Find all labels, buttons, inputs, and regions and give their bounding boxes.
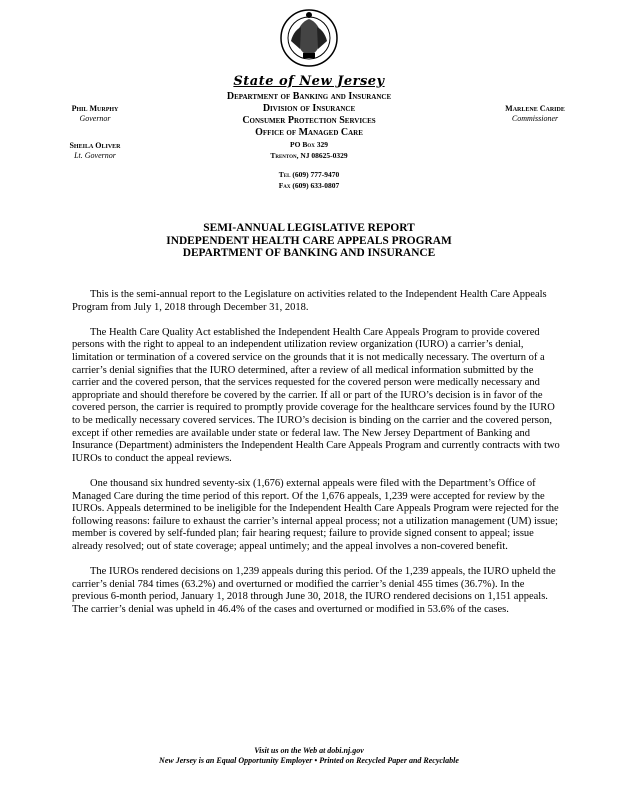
report-title-line3: DEPARTMENT OF BANKING AND INSURANCE — [182, 247, 436, 259]
state-title: State of New Jersey — [233, 74, 385, 89]
po-box: PO Box 329 — [290, 140, 328, 149]
services-name: Consumer Protection Services — [242, 115, 376, 126]
telephone: Tel (609) 777-9470 — [278, 170, 340, 179]
governor-name: Phil Murphy — [71, 104, 119, 113]
fax: Fax (609) 633-0807 — [278, 181, 340, 190]
footer — [0, 746, 618, 766]
footer-notice: New Jersey is an Equal Opportunity Employer • Printed on Recycled Paper and Recyclable — [159, 756, 459, 765]
right-officials — [470, 104, 600, 124]
division-name: Division of Insurance — [262, 103, 356, 114]
state-seal-icon — [279, 5, 339, 71]
footer-web: Visit us on the Web at dobi.nj.gov — [254, 746, 364, 755]
paragraph-program: The Health Care Quality Act established the Independent Health Care Appeals Program to provide covered persons with the right to appeal to an independent utilization review organization (IURO) a carrier’s denial, limitation or termination of a covered service on the grounds that it is not medically necessary. The overturn of a carrier’s denial signifies that the IURO determined, after a review of all medical information submitted by the carrier and the covered person, that the services requested for the covered person were medically necessary and appropriate and should therefore be covered by the carrier. If all or part of the IURO’s decision is in favor of the covered person, the carrier is required to promptly provide coverage for the healthcare services found by the IURO to be medically necessary covered services. The IURO’s decision is binding on the carrier and the covered person, except if other remedies are available under state or federal law. The New Jersey Department of Banking and Insurance (Department) administers the Independent Health Care Appeals Program and currently contracts with two IUROs to conduct the appeal reviews. — [72, 326, 560, 464]
lt-governor-name: Sheila Oliver — [69, 141, 121, 150]
department-name: Department of Banking and Insurance — [226, 91, 392, 102]
report-title-line2: INDEPENDENT HEALTH CARE APPEALS PROGRAM — [166, 234, 452, 247]
city-line: Trenton, NJ 08625-0329 — [270, 151, 348, 160]
report-title — [0, 222, 618, 260]
paragraph-decisions: The IUROs rendered decisions on 1,239 appeals during this period. Of the 1,239 appeals, the IURO upheld the carrier’s denial 784 times (63.2%) and overturned or modified the carrier’s denial 455 times (36.7%). In the previous 6-month period, January 1, 2018 through June 30, 2018, the IURO rendered decisions on 1,151 appeals. The carrier’s denial was upheld in 46.4% of the cases and overturned or modified in 53.6% of the cases. — [72, 566, 556, 615]
paragraph-intro: This is the semi-annual report to the Legislature on activities related to the Independent Health Care Appeals Program from July 1, 2018 through December 31, 2018. — [72, 289, 547, 313]
commissioner-name: Marlene Caride — [505, 104, 565, 113]
governor-title: Governor — [79, 114, 111, 123]
report-title-line1: SEMI-ANNUAL LEGISLATIVE REPORT — [203, 222, 415, 234]
paragraph-appeals-filed: One thousand six hundred seventy-six (1,676) external appeals were filed with the Department’s Office of Managed Care during the time period of this report. Of the 1,676 appeals, 1,239 were accepted for review by the IUROs. Appeals determined to be ineligible for the Independent Health Care Appeals Program were rejected for the following reasons: failure to exhaust the carrier’s internal appeal process; not a utilization management (UM) issue; member is covered by self-funded plan; fair hearing request; failure to provide signed consent to appeal; issue already resolved; out of state coverage; appeal untimely; and the appeal involves a non-covered benefit. — [72, 477, 559, 552]
office-name: Office of Managed Care — [255, 127, 363, 138]
commissioner-title: Commissioner — [511, 114, 559, 123]
report-body — [72, 289, 562, 629]
left-officials — [40, 104, 150, 161]
lt-governor-title: Lt. Governor — [74, 151, 116, 160]
